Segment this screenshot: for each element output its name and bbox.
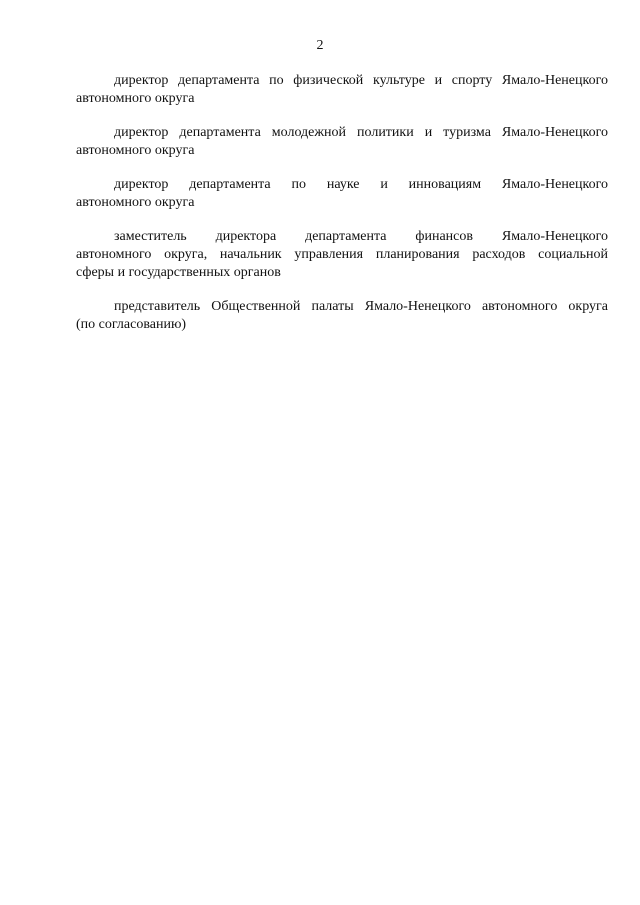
entry-line: директор департамента по физической культуре и спорту Ямало-Ненецкого bbox=[114, 73, 608, 88]
entry-line: (по согласованию) bbox=[76, 317, 187, 332]
entry-line: директор департамента молодежной политики и туризма Ямало-Ненецкого bbox=[114, 125, 608, 140]
list-item bbox=[76, 176, 608, 212]
list-item bbox=[76, 124, 608, 160]
entry-line: автономного округа, начальник управления планирования расходов социальной bbox=[76, 247, 608, 262]
entry-line: автономного округа bbox=[76, 195, 195, 210]
list-item bbox=[76, 298, 608, 334]
entry-line: директор департамента по науке и инновациям Ямало-Ненецкого bbox=[114, 177, 608, 192]
list-item bbox=[76, 228, 608, 282]
member-list bbox=[76, 72, 608, 350]
entry-line: автономного округа bbox=[76, 91, 195, 106]
entry-line: автономного округа bbox=[76, 143, 195, 158]
entry-line: сферы и государственных органов bbox=[76, 265, 281, 280]
entry-line: представитель Общественной палаты Ямало-Ненецкого автономного округа bbox=[114, 299, 608, 314]
list-item bbox=[76, 72, 608, 108]
page-number: 2 bbox=[316, 38, 324, 53]
entry-line: заместитель директора департамента финансов Ямало-Ненецкого bbox=[114, 229, 608, 244]
